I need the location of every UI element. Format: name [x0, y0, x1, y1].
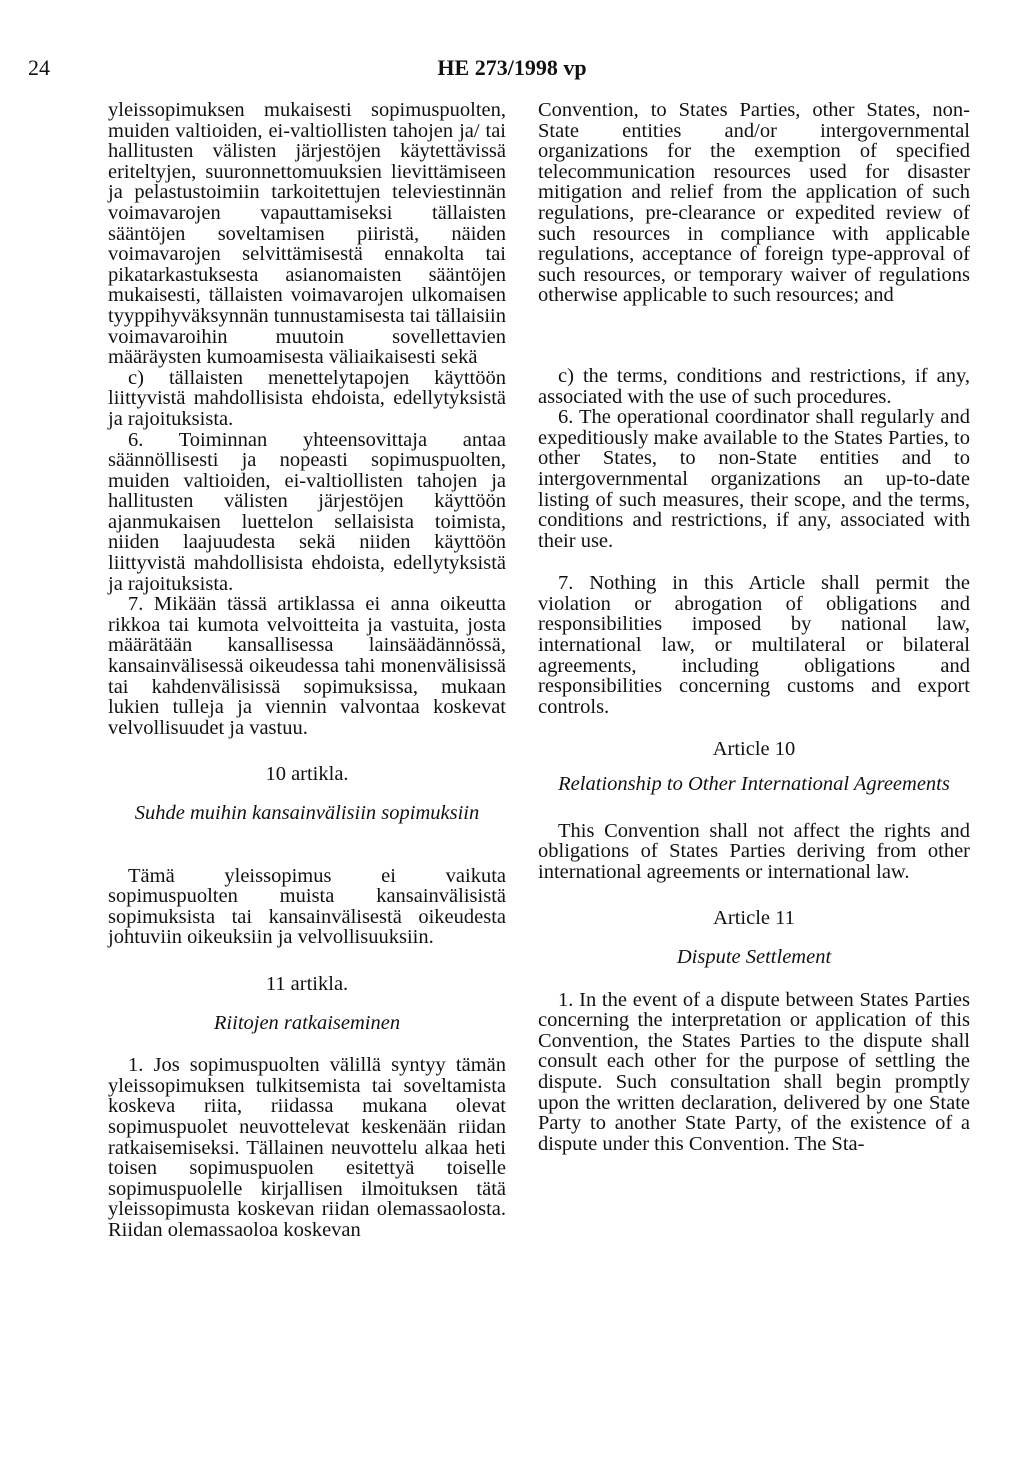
en-paragraph-7: 7. Nothing in this Article shall permit the violation or abrogation of obligations and responsibilities imposed by national law, international law, or multilateral or bilateral agreements, including obligations and responsibilities concerning customs and export controls. — [538, 572, 970, 718]
page-number: 24 — [28, 55, 50, 80]
fi-article-11-heading: 11 artikla. — [265, 972, 349, 995]
english-column — [538, 100, 970, 1154]
en-article-10-heading: Article 10 — [712, 738, 796, 761]
fi-item-c: c) tällaisten menettelytapojen käyttöön liittyvistä mahdollisista ehdoista, edellytyksistä ja rajoituksista. — [108, 366, 506, 430]
en-article-11-paragraph-1: 1. In the event of a dispute between States Parties concerning the interpretation or application of this Convention, the States Parties to the dispute shall consult each other for the purpose of settling the dispute. Such consultation shall begin promptly upon the written declaration, delivered by one State Party to another State Party, of the existence of a dispute under this Convention. The Sta- — [538, 988, 970, 1155]
fi-paragraph-6: 6. Toiminnan yhteensovittaja antaa säännöllisesti ja nopeasti sopimuspuolten, muiden valtioiden, ei-valtiollisten tahojen ja hallitusten välisten järjestöjen käyttöön ajanmukaisen luettelon sellaisista toimista, niiden laajuudesta sekä niiden käyttöön liittyvistä mahdollisista ehdoista, edellytyksistä ja rajoituksista. — [108, 428, 506, 595]
en-paragraph-continued: Convention, to States Parties, other States, non-State entities and/or intergovernmental organizations for the exemption of specified telecommunication resources used for disaster mitigation and relief from the application of such regulations, pre-clearance or expedited review of such resources in compliance with applicable regulations, acceptance of foreign type-approval of such resources, or temporary waiver of regulations otherwise applicable to such resources; and — [538, 99, 970, 307]
en-article-10-text: This Convention shall not affect the rights and obligations of States Parties deriving from other international agreements or international law. — [538, 819, 970, 883]
fi-article-11-paragraph-1: 1. Jos sopimuspuolten välillä syntyy tämän yleissopimuksen tulkitsemista tai soveltamista koskeva riita, riidassa mukana olevat sopimuspuolet neuvottelevat keskenään riidan ratkaisemiseksi. Tällainen neuvottelu alkaa heti toisen sopimuspuolen esitettyä toiselle sopimuspuolelle kirjallisen ilmoituksen tätä yleissopimusta koskevan riidan olemassaolosta. Riidan olemassaoloa koskevan — [108, 1054, 506, 1241]
en-article-10-title: Relationship to Other International Agreements — [558, 773, 950, 796]
fi-article-10-text: Tämä yleissopimus ei vaikuta sopimuspuolten muista kansainvälisistä sopimuksista tai kansainvälisestä oikeudesta johtuviin oikeuksiin ja velvollisuuksiin. — [108, 864, 506, 949]
page-header: HE 273/1998 vp — [437, 55, 587, 80]
en-article-11-title: Dispute Settlement — [676, 946, 832, 968]
fi-paragraph-continued: yleissopimuksen mukaisesti sopimuspuolten, muiden valtioiden, ei-valtiollisten tahojen ja/ tai hallitusten välisten järjestöjen käytettävissä eriteltyjen, suuronnettomuuksien lievittämiseen ja pelastustoimiin tarkoitettujen televiestinnän voimavarojen vapauttamiseksi tällaisten sääntöjen soveltamisen piiristä, näiden voimavarojen selvittämisestä ennakolta tai pikatarkastuksesta asianomaisten sääntöjen mukaisesti, tällaisten voimavarojen ulkomaisen tyyppihyväksynnän tunnustamisesta tai tällaisiin voimavaroihin muutoin sovellettavien määräysten kumoamisesta väliaikaisesti sekä — [108, 99, 506, 369]
fi-article-11-title: Riitojen ratkaiseminen — [213, 1011, 401, 1034]
fi-article-10-title: Suhde muihin kansainvälisiin sopimuksiin — [134, 802, 480, 824]
finnish-column — [108, 100, 506, 1241]
fi-paragraph-7: 7. Mikään tässä artiklassa ei anna oikeutta rikkoa tai kumota velvoitteita ja vastuita, josta määrätään kansallisessa lainsäädännössä, kansainvälisessä oikeudessa tahi monenvälisissä tai kahdenvälisissä sopimuksissa, mukaan lukien tulleja ja viennin valvontaa koskevat velvollisuudet ja vastuu. — [108, 593, 506, 739]
fi-article-10-heading: 10 artikla. — [265, 763, 349, 786]
en-item-c: c) the terms, conditions and restrictions, if any, associated with the use of such procedures. — [538, 364, 970, 408]
en-paragraph-6: 6. The operational coordinator shall regularly and expeditiously make available to the States Parties, to other States, to non-State entities and to intergovernmental organizations an up-to-date listing of such measures, their scope, and the terms, conditions and restrictions, if any, associated with their use. — [538, 406, 970, 552]
en-article-11-heading: Article 11 — [713, 907, 795, 930]
